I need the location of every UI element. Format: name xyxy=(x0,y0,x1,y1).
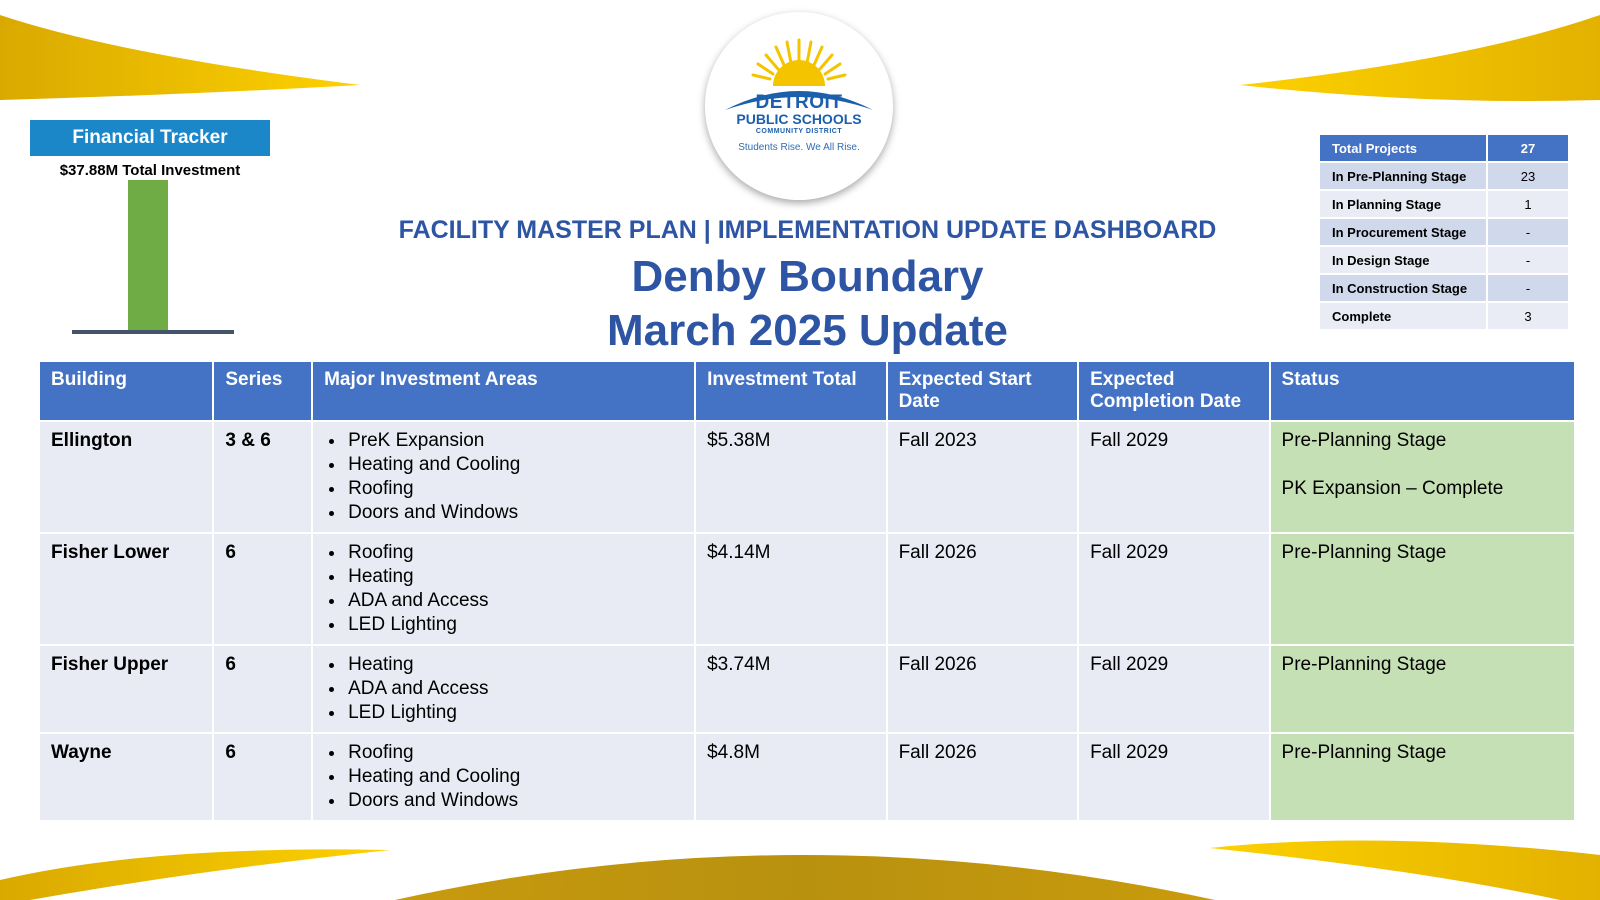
cell-areas xyxy=(313,734,694,820)
cell-start: Fall 2023 xyxy=(888,422,1077,532)
list-item: • Roofing xyxy=(346,477,683,501)
column-header-completion: Expected Completion Date xyxy=(1079,362,1268,420)
cell-completion: Fall 2029 xyxy=(1079,646,1268,732)
logo-tagline: Students Rise. We All Rise. xyxy=(738,142,860,153)
summary-row xyxy=(1320,303,1568,329)
summary-row xyxy=(1320,219,1568,245)
table-row xyxy=(40,734,1574,820)
dashboard-subtitle: FACILITY MASTER PLAN | IMPLEMENTATION UPDATE DASHBOARD xyxy=(398,216,1217,244)
list-item: • Heating and Cooling xyxy=(346,453,683,477)
table-row xyxy=(40,646,1574,732)
page-title-date: March 2025 Update xyxy=(606,306,1009,355)
list-item: • Roofing xyxy=(346,741,683,765)
page-title: Denby Boundary xyxy=(631,252,984,301)
financial-tracker-axis xyxy=(72,330,234,334)
financial-tracker-bar xyxy=(128,180,168,331)
cell-investment: $4.14M xyxy=(696,534,885,644)
table-row xyxy=(40,534,1574,644)
column-header-status: Status xyxy=(1271,362,1574,420)
swoosh-bottom-left xyxy=(0,849,390,900)
financial-tracker-header: Financial Tracker xyxy=(30,120,270,156)
financial-tracker-total: $37.88M Total Investment xyxy=(59,162,241,179)
status-note: PK Expansion – Complete xyxy=(1281,478,1504,499)
swoosh-bottom-center xyxy=(395,855,1215,900)
summary-value: - xyxy=(1488,275,1568,301)
summary-label: In Planning Stage xyxy=(1320,191,1488,217)
project-summary-table xyxy=(1320,133,1568,331)
cell-completion: Fall 2029 xyxy=(1079,734,1268,820)
summary-value: - xyxy=(1488,219,1568,245)
cell-status xyxy=(1271,646,1574,732)
summary-value: - xyxy=(1488,247,1568,273)
list-item: • Doors and Windows xyxy=(346,789,683,813)
summary-row xyxy=(1320,135,1568,161)
cell-start: Fall 2026 xyxy=(888,734,1077,820)
column-header-series: Series xyxy=(214,362,311,420)
cell-start: Fall 2026 xyxy=(888,646,1077,732)
summary-row xyxy=(1320,163,1568,189)
summary-label: In Pre-Planning Stage xyxy=(1320,163,1488,189)
summary-label: In Construction Stage xyxy=(1320,275,1488,301)
cell-series: 6 xyxy=(214,534,311,644)
summary-label: In Design Stage xyxy=(1320,247,1488,273)
column-header-investment: Investment Total xyxy=(696,362,885,420)
summary-label: In Procurement Stage xyxy=(1320,219,1488,245)
cell-areas xyxy=(313,422,694,532)
cell-investment: $5.38M xyxy=(696,422,885,532)
column-header-building: Building xyxy=(40,362,212,420)
logo-name-line3: COMMUNITY DISTRICT xyxy=(755,128,843,135)
cell-building: Wayne xyxy=(40,734,212,820)
column-header-areas: Major Investment Areas xyxy=(313,362,694,420)
status-text: Pre-Planning Stage xyxy=(1281,542,1447,563)
list-item: • Heating xyxy=(346,565,683,589)
cell-building: Fisher Upper xyxy=(40,646,212,732)
table-header-row xyxy=(40,362,1574,420)
status-text: Pre-Planning Stage xyxy=(1281,430,1447,451)
status-text: Pre-Planning Stage xyxy=(1281,742,1447,763)
summary-label: Complete xyxy=(1320,303,1488,329)
list-item: • PreK Expansion xyxy=(346,429,683,453)
cell-completion: Fall 2029 xyxy=(1079,422,1268,532)
summary-value: 3 xyxy=(1488,303,1568,329)
cell-series: 6 xyxy=(214,646,311,732)
list-item: • ADA and Access xyxy=(346,677,683,701)
column-header-start: Expected Start Date xyxy=(888,362,1077,420)
table-row xyxy=(40,422,1574,532)
status-text: Pre-Planning Stage xyxy=(1281,654,1447,675)
investment-areas-list xyxy=(324,541,683,637)
investment-areas-list xyxy=(324,741,683,813)
swoosh-bottom-right xyxy=(1210,840,1600,900)
summary-value: 1 xyxy=(1488,191,1568,217)
investment-areas-list xyxy=(324,653,683,725)
swoosh-top-left xyxy=(0,15,360,100)
cell-building: Fisher Lower xyxy=(40,534,212,644)
summary-row xyxy=(1320,191,1568,217)
summary-value: 27 xyxy=(1488,135,1568,161)
summary-label: Total Projects xyxy=(1320,135,1488,161)
cell-series: 6 xyxy=(214,734,311,820)
cell-investment: $3.74M xyxy=(696,646,885,732)
logo-name-line2: PUBLIC SCHOOLS xyxy=(736,111,862,127)
cell-status xyxy=(1271,734,1574,820)
cell-series: 3 & 6 xyxy=(214,422,311,532)
list-item: • LED Lighting xyxy=(346,613,683,637)
swoosh-top-right xyxy=(1240,15,1600,101)
cell-building: Ellington xyxy=(40,422,212,532)
summary-row xyxy=(1320,247,1568,273)
cell-status xyxy=(1271,422,1574,532)
cell-completion: Fall 2029 xyxy=(1079,534,1268,644)
cell-status xyxy=(1271,534,1574,644)
list-item: • Heating xyxy=(346,653,683,677)
list-item: • Doors and Windows xyxy=(346,501,683,525)
cell-areas xyxy=(313,534,694,644)
logo-name-line1: DETROIT xyxy=(755,92,843,113)
list-item: • LED Lighting xyxy=(346,701,683,725)
list-item: • Heating and Cooling xyxy=(346,765,683,789)
cell-start: Fall 2026 xyxy=(888,534,1077,644)
cell-areas xyxy=(313,646,694,732)
cell-investment: $4.8M xyxy=(696,734,885,820)
summary-value: 23 xyxy=(1488,163,1568,189)
summary-row xyxy=(1320,275,1568,301)
investment-areas-list xyxy=(324,429,683,525)
district-logo xyxy=(705,12,893,200)
investment-table xyxy=(38,360,1576,822)
list-item: • ADA and Access xyxy=(346,589,683,613)
list-item: • Roofing xyxy=(346,541,683,565)
